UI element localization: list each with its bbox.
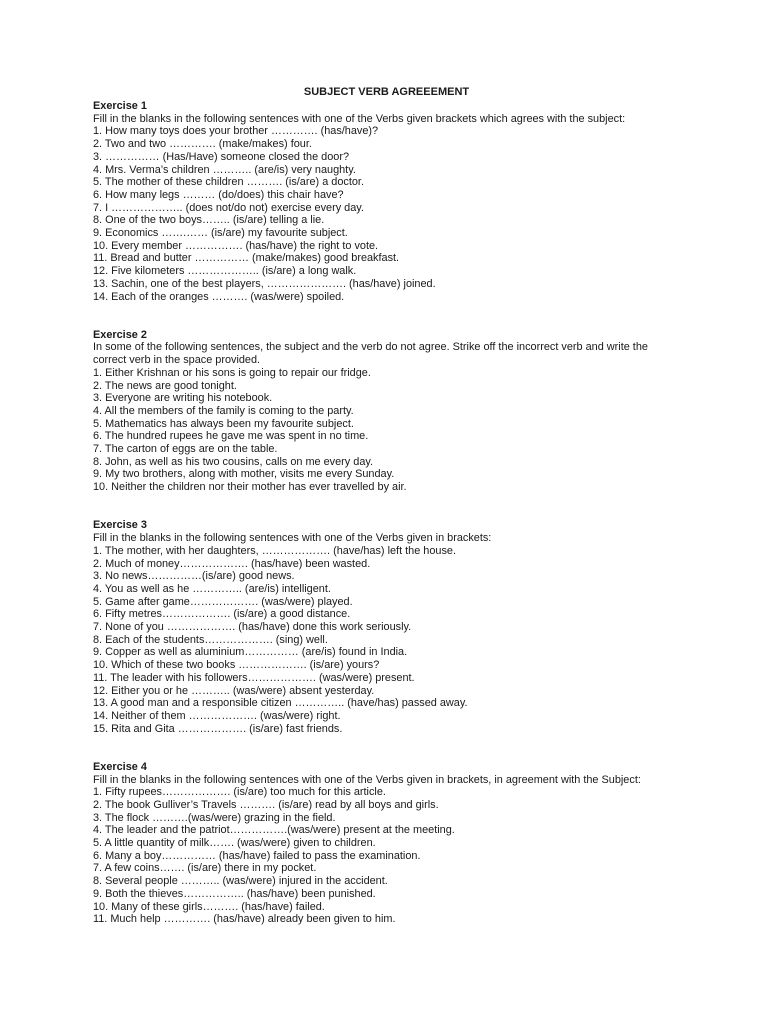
exercise-item: 9. My two brothers, along with mother, visits me every Sunday. bbox=[93, 468, 395, 481]
exercise-item: 2. The book Gulliver’s Travels ………. (is/are) read by all boys and girls. bbox=[93, 798, 439, 811]
exercise-item: 5. Game after game………………. (was/were) played. bbox=[93, 595, 353, 608]
exercise-item: 15. Rita and Gita ………………. (is/are) fast friends. bbox=[93, 722, 343, 735]
exercise-item-list bbox=[93, 367, 678, 494]
exercise-item: 2. Two and two …………. (make/makes) four. bbox=[93, 138, 312, 151]
exercise-item: 1. The mother, with her daughters, ………………. (have/has) left the house. bbox=[93, 544, 456, 557]
exercise-item: 7. A few coins……. (is/are) there in my pocket. bbox=[93, 862, 317, 875]
document-page bbox=[93, 86, 678, 926]
exercise-heading: Exercise 4 bbox=[93, 760, 147, 773]
exercise-item: 6. How many legs ……… (do/does) this chair have? bbox=[93, 188, 344, 201]
exercise-item: 8. John, as well as his two cousins, calls on me every day. bbox=[93, 455, 374, 468]
exercise-item: 3. Everyone are writing his notebook. bbox=[93, 392, 273, 405]
exercise-instruction: Fill in the blanks in the following sentences with one of the Verbs given brackets which agrees with the subject: bbox=[93, 112, 626, 125]
exercise-item: 1. How many toys does your brother …………. (has/have)? bbox=[93, 125, 379, 138]
exercise-item: 7. I ……………….. (does not/do not) exercise every day. bbox=[93, 201, 364, 214]
exercise-item: 4. Mrs. Verma’s children ……….. (are/is) very naughty. bbox=[93, 163, 356, 176]
exercise-item: 6. Fifty metres………………. (is/are) a good distance. bbox=[93, 608, 351, 621]
exercise-item: 9. Both the thieves…………….. (has/have) been punished. bbox=[93, 887, 376, 900]
exercise-item: 3. …………… (Has/Have) someone closed the door? bbox=[93, 150, 350, 163]
exercise-item: 11. Bread and butter …………… (make/makes) good breakfast. bbox=[93, 252, 400, 265]
exercise-instruction: In some of the following sentences, the subject and the verb do not agree. Strike off the incorrect verb and write the correct verb in the space provided. bbox=[93, 341, 648, 367]
exercise-item: 5. Mathematics has always been my favourite subject. bbox=[93, 417, 354, 430]
exercise-item: 13. A good man and a responsible citizen ………….. (have/has) passed away. bbox=[93, 697, 468, 710]
exercise-item: 14. Each of the oranges ………. (was/were) spoiled. bbox=[93, 290, 345, 303]
exercise-item: 4. All the members of the family is coming to the party. bbox=[93, 404, 354, 417]
exercise-item: 6. Many a boy…………… (has/have) failed to pass the examination. bbox=[93, 849, 421, 862]
exercise-item: 8. Each of the students………………. (sing) well. bbox=[93, 633, 328, 646]
document-title: SUBJECT VERB AGREEEMENT bbox=[303, 86, 470, 98]
exercise-item: 3. The flock ……….(was/were) grazing in the field. bbox=[93, 811, 336, 824]
exercise-item: 3. No news……………(is/are) good news. bbox=[93, 570, 295, 583]
exercise-section bbox=[93, 329, 678, 494]
exercise-item: 10. Many of these girls………. (has/have) failed. bbox=[93, 900, 325, 913]
exercise-item: 8. Several people ……….. (was/were) injured in the accident. bbox=[93, 875, 388, 888]
exercise-item: 2. The news are good tonight. bbox=[93, 379, 237, 392]
exercise-item: 9. Copper as well as aluminium…………… (are/is) found in India. bbox=[93, 646, 408, 659]
exercise-section bbox=[93, 761, 678, 926]
exercise-instruction: Fill in the blanks in the following sentences with one of the Verbs given in brackets: bbox=[93, 532, 492, 545]
exercise-section bbox=[93, 100, 678, 303]
exercise-item: 9. Economics …….…… (is/are) my favourite subject. bbox=[93, 227, 348, 240]
exercise-item: 4. You as well as he ………….. (are/is) intelligent. bbox=[93, 582, 331, 595]
exercise-heading: Exercise 2 bbox=[93, 328, 147, 341]
exercise-instruction: Fill in the blanks in the following sentences with one of the Verbs given in brackets, in agreement with the Subject: bbox=[93, 773, 641, 786]
exercise-item: 7. None of you ………………. (has/have) done this work seriously. bbox=[93, 621, 412, 634]
exercise-item: 4. The leader and the patriot…………….(was/were) present at the meeting. bbox=[93, 824, 455, 837]
exercise-item: 5. A little quantity of milk……. (was/were) given to children. bbox=[93, 837, 376, 850]
exercise-item: 1. Fifty rupees………………. (is/are) too much for this article. bbox=[93, 786, 386, 799]
exercise-list bbox=[93, 100, 678, 926]
exercise-item: 10. Which of these two books ………………. (is/are) yours? bbox=[93, 659, 380, 672]
exercise-item: 6. The hundred rupees he gave me was spent in no time. bbox=[93, 430, 369, 443]
exercise-item: 14. Neither of them ………………. (was/were) right. bbox=[93, 709, 341, 722]
exercise-item: 8. One of the two boys…….. (is/are) telling a lie. bbox=[93, 214, 325, 227]
exercise-item: 10. Every member ……………. (has/have) the right to vote. bbox=[93, 239, 379, 252]
exercise-item: 10. Neither the children nor their mother has ever travelled by air. bbox=[93, 481, 407, 494]
exercise-item-list bbox=[93, 545, 678, 736]
exercise-item: 12. Five kilometers ……………….. (is/are) a long walk. bbox=[93, 265, 357, 278]
exercise-heading: Exercise 3 bbox=[93, 519, 147, 532]
exercise-item: 1. Either Krishnan or his sons is going to repair our fridge. bbox=[93, 366, 371, 379]
exercise-item: 12. Either you or he ……….. (was/were) absent yesterday. bbox=[93, 684, 375, 697]
exercise-item-list bbox=[93, 786, 678, 926]
exercise-item: 7. The carton of eggs are on the table. bbox=[93, 443, 278, 456]
exercise-item: 5. The mother of these children ………. (is/are) a doctor. bbox=[93, 176, 364, 189]
exercise-item-list bbox=[93, 125, 678, 303]
exercise-section bbox=[93, 519, 678, 735]
exercise-item: 2. Much of money………………. (has/have) been wasted. bbox=[93, 557, 371, 570]
exercise-item: 11. The leader with his followers………………. (was/were) present. bbox=[93, 671, 415, 684]
exercise-item: 13. Sachin, one of the best players, …………………. (has/have) joined. bbox=[93, 277, 436, 290]
exercise-heading: Exercise 1 bbox=[93, 100, 147, 112]
exercise-item: 11. Much help …………. (has/have) already been given to him. bbox=[93, 913, 396, 926]
